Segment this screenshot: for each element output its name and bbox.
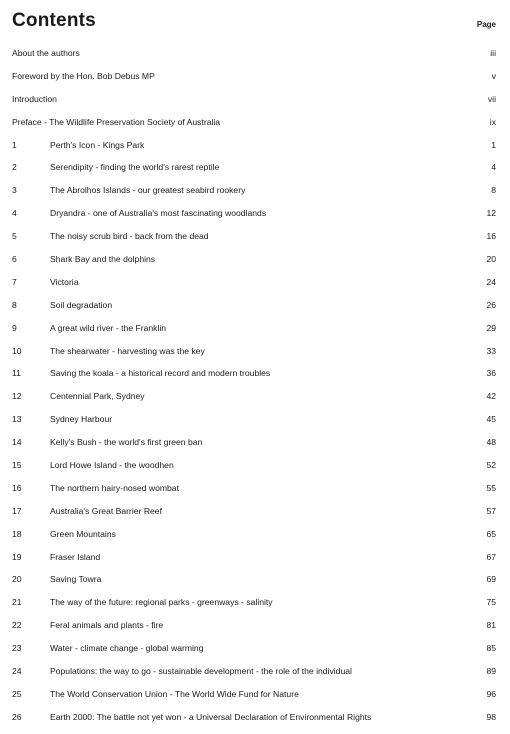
toc-chapter-13[interactable] (12, 408, 496, 431)
toc-chapter-11[interactable] (12, 362, 496, 385)
chapter-number: 25 (12, 688, 22, 699)
chapter-page: 85 (486, 643, 496, 654)
page-column-label: Page (476, 20, 496, 29)
chapter-number: 17 (12, 505, 22, 516)
toc-chapter-25[interactable] (12, 683, 496, 706)
chapter-title: Lord Howe Island - the woodhen (50, 460, 174, 471)
chapter-title: Victoria (50, 276, 79, 287)
chapter-number: 22 (12, 620, 22, 631)
toc-chapter-24[interactable] (12, 660, 496, 683)
toc-chapter-23[interactable] (12, 637, 496, 660)
chapter-title: The World Conservation Union - The World Wide Fund for Nature (50, 688, 299, 699)
chapter-number: 4 (12, 208, 17, 219)
toc-entry-foreword[interactable] (12, 65, 496, 88)
chapter-page: 33 (486, 345, 496, 356)
chapter-title: Dryandra - one of Australia's most fascinating woodlands (50, 208, 267, 219)
chapter-title: Populations: the way to go - sustainable development - the role of the individual (50, 666, 352, 677)
chapter-page: 45 (486, 414, 496, 425)
toc-chapter-20[interactable] (12, 568, 496, 591)
chapter-title: Water - climate change - global warming (50, 643, 204, 654)
toc-chapter-16[interactable] (12, 477, 496, 500)
chapter-title: Feral animals and plants - fire (50, 620, 164, 631)
toc-entry-page: v (491, 70, 496, 81)
chapter-page: 52 (486, 460, 496, 471)
toc-chapter-21[interactable] (12, 591, 496, 614)
chapter-page: 16 (486, 231, 496, 242)
chapter-title: Green Mountains (50, 528, 116, 539)
toc-chapter-1[interactable] (12, 134, 496, 157)
toc-chapter-7[interactable] (12, 271, 496, 294)
toc-entry-label: Introduction (12, 93, 57, 104)
chapter-page: 24 (486, 276, 496, 287)
toc-chapter-22[interactable] (12, 614, 496, 637)
chapter-page: 57 (486, 505, 496, 516)
chapter-page: 29 (486, 322, 496, 333)
chapter-title: Saving the koala - a historical record and modern troubles (50, 368, 271, 379)
toc-chapter-9[interactable] (12, 317, 496, 340)
chapter-number: 10 (12, 345, 22, 356)
toc-entry-page: vii (487, 93, 496, 104)
chapter-number: 14 (12, 437, 22, 448)
toc-chapter-26[interactable] (12, 706, 496, 729)
chapter-page: 1 (491, 139, 496, 150)
chapter-number: 11 (12, 368, 21, 379)
chapter-number: 7 (12, 276, 17, 287)
table-of-contents (12, 42, 496, 729)
toc-entry-page: ix (489, 116, 496, 127)
chapter-title: Perth's Icon - Kings Park (50, 139, 145, 150)
toc-entry-introduction[interactable] (12, 88, 496, 111)
chapter-page: 96 (486, 688, 496, 699)
toc-chapter-14[interactable] (12, 431, 496, 454)
toc-chapter-10[interactable] (12, 340, 496, 363)
chapter-title: Earth 2000: The battle not yet won - a Universal Declaration of Environmental Rights (50, 711, 372, 722)
chapter-number: 19 (12, 551, 22, 562)
chapter-title: Shark Bay and the dolphins (50, 254, 156, 265)
chapter-title: The noisy scrub bird - back from the dead (50, 231, 209, 242)
toc-chapter-15[interactable] (12, 454, 496, 477)
chapter-page: 26 (486, 299, 496, 310)
chapter-page: 89 (486, 666, 496, 677)
chapter-number: 6 (12, 254, 17, 265)
chapter-number: 5 (12, 231, 17, 242)
toc-entry-label: Foreword by the Hon. Bob Debus MP (12, 70, 155, 81)
chapter-number: 26 (12, 711, 22, 722)
chapter-title: The shearwater - harvesting was the key (50, 345, 205, 356)
chapter-number: 8 (12, 299, 17, 310)
toc-entry-about-authors[interactable] (12, 42, 496, 65)
chapter-number: 23 (12, 643, 22, 654)
chapter-number: 16 (12, 482, 22, 493)
chapter-page: 48 (486, 437, 496, 448)
chapter-title: Soil degradation (50, 299, 113, 310)
toc-entry-preface[interactable] (12, 111, 496, 134)
chapter-title: Fraser Island (50, 551, 101, 562)
toc-chapter-5[interactable] (12, 225, 496, 248)
chapter-title: Australia's Great Barrier Reef (50, 505, 162, 516)
chapter-number: 21 (12, 597, 22, 608)
toc-chapter-19[interactable] (12, 546, 496, 569)
chapter-number: 24 (12, 666, 22, 677)
contents-header (12, 10, 496, 36)
chapter-number: 15 (12, 460, 22, 471)
toc-chapter-12[interactable] (12, 385, 496, 408)
chapter-page: 36 (486, 368, 496, 379)
chapter-title: Saving Towra (50, 574, 102, 585)
chapter-number: 3 (12, 185, 17, 196)
chapter-page: 67 (486, 551, 496, 562)
toc-entry-label: About the authors (12, 48, 80, 58)
chapter-title: The Abrolhos Islands - our greatest seabird rookery (50, 185, 246, 196)
chapter-page: 8 (491, 185, 496, 196)
chapter-page: 55 (486, 482, 496, 493)
chapter-title: The northern hairy-nosed wombat (50, 482, 179, 493)
chapter-number: 1 (12, 139, 17, 150)
chapter-title: A great wild river - the Franklin (50, 322, 167, 333)
toc-chapter-2[interactable] (12, 156, 496, 179)
chapter-page: 98 (486, 711, 496, 722)
chapter-title: The way of the future: regional parks - greenways - salinity (50, 597, 273, 608)
chapter-title: Serendipity - finding the world's rarest reptile (50, 162, 220, 173)
chapter-number: 12 (12, 391, 22, 402)
toc-chapter-18[interactable] (12, 523, 496, 546)
chapter-page: 4 (491, 162, 496, 173)
toc-chapter-8[interactable] (12, 294, 496, 317)
toc-chapter-6[interactable] (12, 248, 496, 271)
chapter-title: Centennial Park, Sydney (50, 391, 145, 402)
toc-chapter-17[interactable] (12, 500, 496, 523)
chapter-title: Sydney Harbour (50, 414, 113, 425)
chapter-number: 13 (12, 414, 22, 425)
chapter-page: 81 (486, 620, 496, 631)
toc-entry-page: iii (490, 48, 496, 58)
chapter-number: 18 (12, 528, 22, 539)
chapter-title: Kelly's Bush - the world's first green ban (50, 437, 203, 448)
toc-chapter-3[interactable] (12, 179, 496, 202)
page-title: Contents (12, 10, 96, 31)
chapter-page: 42 (486, 391, 496, 402)
toc-entry-label: Preface - The Wildlife Preservation Society of Australia (12, 116, 221, 127)
chapter-page: 75 (486, 597, 496, 608)
chapter-page: 20 (486, 254, 496, 265)
toc-chapter-4[interactable] (12, 202, 496, 225)
chapter-number: 2 (12, 162, 17, 173)
chapter-number: 9 (12, 322, 17, 333)
chapter-number: 20 (12, 574, 22, 585)
chapter-page: 12 (486, 208, 496, 219)
chapter-page: 69 (486, 574, 496, 585)
chapter-page: 65 (486, 528, 496, 539)
